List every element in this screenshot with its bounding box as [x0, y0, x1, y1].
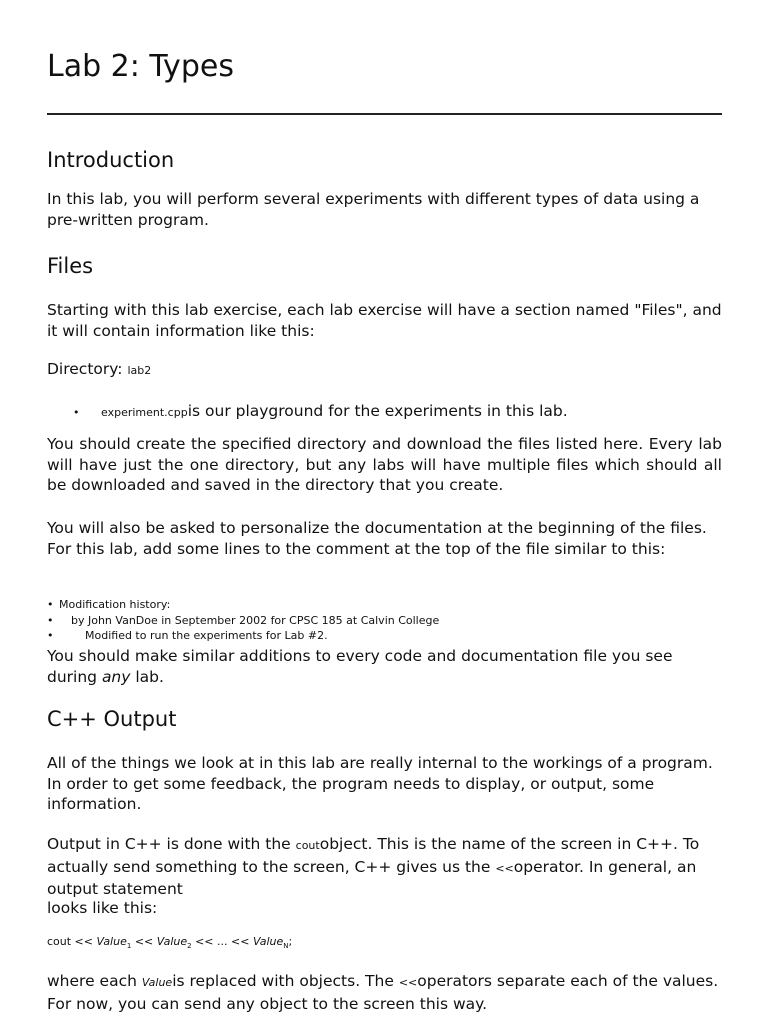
- output-paragraph-1: All of the things we look at in this lab are really internal to the workings of a program. In order to get some feedback, the program needs to display, or output, some information.: [47, 754, 713, 813]
- intro-heading: Introduction: [47, 148, 175, 172]
- file-description: is our playground for the experiments in this lab.: [187, 402, 568, 420]
- directory-paragraph: You should create the specified directory and download the files listed here. Every lab will have just the one directory, but any labs will have multiple files which should all be downloaded and saved in the directory that you create.: [47, 435, 722, 494]
- file-name: experiment.cpp: [101, 406, 188, 419]
- page-title: Lab 2: Types: [47, 49, 234, 84]
- bullet-icon: •: [47, 598, 54, 611]
- code-value: Value: [141, 976, 173, 989]
- output-paragraph-2: Output in C++ is done with the coutobject. This is the name of the screen in C++. To actually send something to the screen, C++ gives us the <<operator. In general, an output statement: [47, 835, 700, 898]
- bullet-icon: •: [47, 629, 54, 642]
- looks-like-line: looks like this:: [47, 899, 158, 917]
- comment-block: [47, 597, 439, 644]
- documentation-paragraph: You will also be asked to personalize the documentation at the beginning of the files. For this lab, add some lines to the comment at the top of the file similar to this:: [47, 519, 707, 558]
- directory-line: [47, 359, 151, 381]
- comment-line: • Modification history:: [47, 598, 171, 611]
- files-heading: Files: [47, 254, 94, 278]
- intro-paragraph: In this lab, you will perform several experiments with different types of data using a pre-written program.: [47, 190, 700, 229]
- code-operator: <<: [398, 976, 418, 989]
- code-statement: cout << Value$_1$ << Value$_2$ << ... << Value$_N$;: [47, 935, 293, 951]
- title-divider: [47, 113, 722, 115]
- directory-value: lab2: [127, 364, 152, 377]
- files-paragraph: Starting with this lab exercise, each lab exercise will have a section named "Files", and it will contain information like this:: [47, 301, 722, 340]
- comment-line: • by John VanDoe in September 2002 for CPSC 185 at Calvin College: [47, 613, 440, 627]
- code-operator: <<: [495, 861, 514, 875]
- comment-line: • Modified to run the experiments for Lab #2.: [47, 629, 328, 642]
- output-heading: C++ Output: [47, 707, 177, 731]
- output-paragraph-3: where each Valueis replaced with objects. The <<operators separate each of the values. For now, you can send any object to the screen this way.: [47, 972, 719, 1013]
- file-list-item: [73, 401, 568, 423]
- code-cout: cout: [295, 839, 320, 852]
- additions-paragraph: You should make similar additions to every code and documentation file you see during any lab.: [47, 647, 673, 686]
- bullet-icon: •: [47, 613, 54, 627]
- bullet-icon: •: [73, 406, 80, 419]
- keyword-display: display: [465, 774, 521, 793]
- keyword-output: output: [551, 774, 603, 793]
- directory-label: Directory:: [47, 360, 123, 378]
- emphasis-any: any: [101, 667, 131, 686]
